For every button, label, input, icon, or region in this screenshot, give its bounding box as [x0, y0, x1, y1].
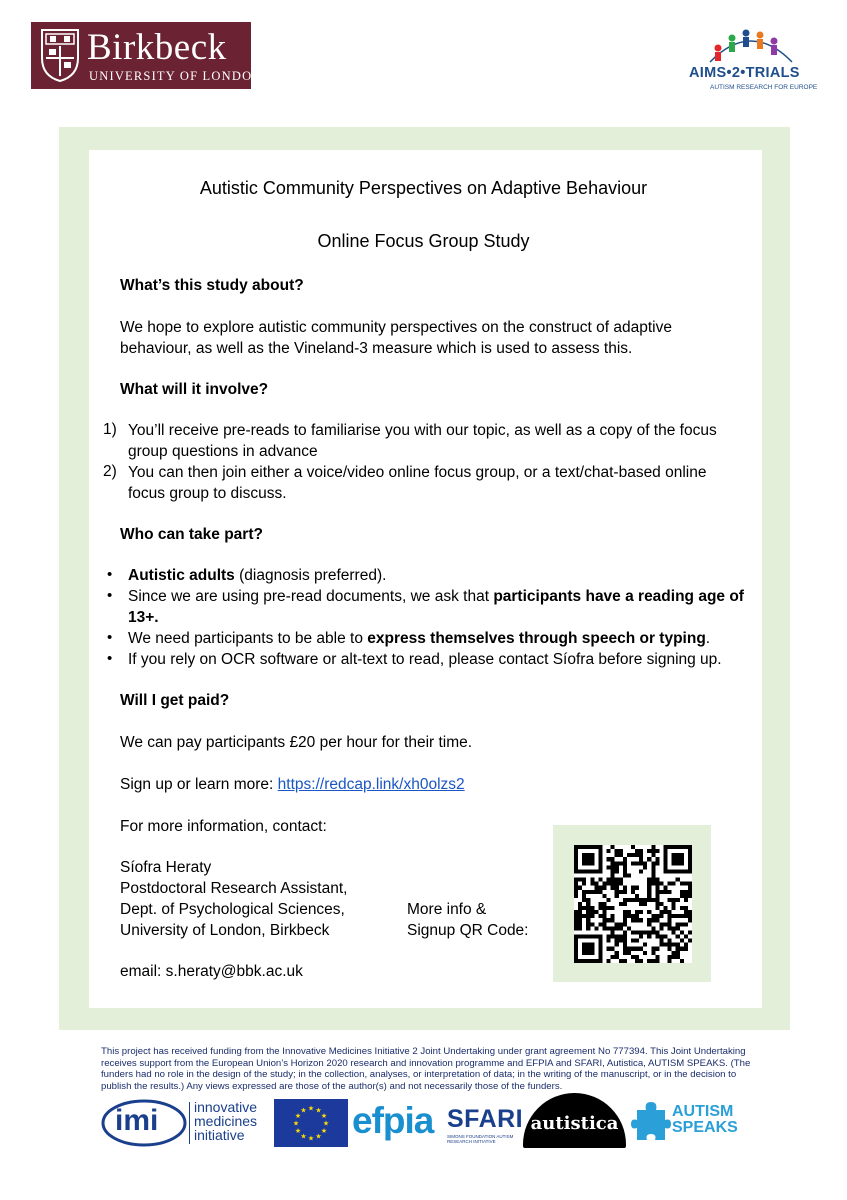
imi-long [194, 1100, 257, 1142]
svg-text:★: ★ [315, 1107, 322, 1115]
svg-text:★: ★ [322, 1120, 330, 1128]
qr-code-icon[interactable] [574, 845, 692, 963]
autism-speaks-name [672, 1104, 738, 1136]
aims-2-trials-logo [686, 26, 832, 92]
signup-line [120, 775, 465, 796]
contact-intro: For more information, contact: [120, 818, 327, 835]
birkbeck-name: Birkbeck [87, 27, 227, 68]
signup-link[interactable]: https://redcap.link/xh0olzs2 [277, 776, 465, 793]
who-bullet-3 [128, 629, 710, 650]
who-bullet-1-bold: Autistic adults [128, 567, 235, 584]
imi-logo [101, 1098, 267, 1148]
contact-name: Síofra Heraty [120, 859, 212, 876]
who-bullet-1-rest: (diagnosis preferred). [234, 567, 387, 584]
aims-name: AIMS•2•TRIALS [689, 65, 800, 81]
involve-item-1-line-1: You’ll receive pre-reads to familiarise you with our topic, as well as a copy of the focus [128, 422, 717, 439]
funding-statement: This project has received funding from the Innovative Medicines Initiative 2 Joint Undertaking under grant agreement No 777394. This Joint Undertaking receives support from the European Union’s Horizon 2020 research and innovation programme and EFPIA and SFARI, Autistica, AUTISM SPEAKS. (The funders had no role in the design of the study; in the collection, analyses, or interpretation of data; in the writing of the manuscript, or in the decision to publish the results.) Any views expressed are those of the author(s) and not necessarily those of the funders. [101, 1046, 751, 1092]
who-bullet-2 [128, 587, 744, 608]
poster-title: Autistic Community Perspectives on Adaptive Behaviour [199, 178, 648, 198]
efpia-logo: efpia [352, 1100, 434, 1141]
qr-label-line-1: More info & [407, 901, 487, 918]
svg-text:★: ★ [294, 1128, 302, 1135]
qr-label-line-2: Signup QR Code: [407, 922, 529, 939]
contact-role: Postdoctoral Research Assistant, [120, 880, 348, 897]
birkbeck-crest-icon [40, 28, 80, 83]
poster-subtitle: Online Focus Group Study [317, 231, 530, 251]
who-heading: Who can take part? [120, 526, 263, 543]
bullet-dot-icon: • [107, 650, 113, 667]
sfari-name: SFARI [447, 1105, 524, 1133]
svg-text:★: ★ [300, 1133, 307, 1141]
bullet-dot-icon: • [107, 629, 113, 646]
svg-text:★: ★ [307, 1135, 315, 1143]
contact-email[interactable]: email: s.heraty@bbk.ac.uk [120, 963, 303, 980]
autism-speaks-line-2: SPEAKS [672, 1119, 738, 1136]
svg-text:★: ★ [307, 1105, 315, 1113]
imi-long-line-3: initiative [194, 1127, 245, 1143]
involve-item-2-line-1: You can then join either a voice/video online focus group, or a text/chat-based online [128, 464, 707, 481]
bullet-dot-icon: • [107, 566, 113, 583]
about-line-2: behaviour, as well as the Vineland-3 measure which is used to assess this. [120, 340, 633, 357]
svg-text:★: ★ [320, 1113, 328, 1120]
involve-item-2-number: 2) [103, 463, 117, 480]
who-bullet-3-bold: express themselves through speech or typing [367, 630, 706, 647]
autistica-logo [523, 1093, 626, 1148]
eu-flag-icon [274, 1099, 348, 1147]
about-line-1: We hope to explore autistic community perspectives on the construct of adaptive [120, 319, 672, 336]
aims-tagline: AUTISM RESEARCH FOR EUROPE [710, 84, 818, 91]
svg-text:★: ★ [320, 1128, 328, 1135]
svg-text:★: ★ [294, 1113, 302, 1120]
imi-divider [189, 1102, 190, 1144]
who-bullet-1 [128, 566, 386, 587]
about-heading: What’s this study about? [120, 277, 304, 294]
imi-short: imi [115, 1104, 159, 1137]
imi-long-line-2: medicines [194, 1113, 258, 1129]
svg-text:★: ★ [300, 1107, 307, 1115]
birkbeck-subtitle: UNIVERSITY OF LONDON [89, 69, 263, 83]
qr-panel [553, 825, 711, 982]
autism-speaks-line-1: AUTISM [672, 1103, 734, 1120]
imi-long-line-1: innovative [194, 1099, 258, 1115]
autistica-name: autistica [530, 1113, 619, 1134]
sfari-sub: SIMONS FOUNDATION AUTISM RESEARCH INITIATIVE [447, 1134, 514, 1144]
who-bullet-4: If you rely on OCR software or alt-text to read, please contact Síofra before signing up. [128, 651, 722, 668]
who-bullet-2-line-2: 13+. [128, 609, 159, 626]
involve-heading: What will it involve? [120, 381, 269, 398]
who-bullet-2-pre: Since we are using pre-read documents, we ask that [128, 588, 494, 605]
paid-heading: Will I get paid? [120, 692, 230, 709]
svg-text:★: ★ [292, 1120, 300, 1128]
contact-institution: University of London, Birkbeck [120, 922, 330, 939]
involve-item-1-number: 1) [103, 421, 117, 438]
autism-speaks-logo [631, 1098, 746, 1146]
bullet-dot-icon: • [107, 587, 113, 604]
sfari-logo [447, 1105, 523, 1144]
birkbeck-logo [31, 22, 263, 89]
puzzle-piece-icon [631, 1100, 671, 1144]
people-chain-icon [706, 26, 796, 66]
involve-item-1-line-2: group questions in advance [128, 443, 318, 460]
svg-text:★: ★ [315, 1133, 322, 1141]
who-bullet-3-post: . [705, 630, 711, 647]
involve-item-2-line-2: focus group to discuss. [128, 485, 287, 502]
contact-dept: Dept. of Psychological Sciences, [120, 901, 345, 918]
who-bullet-3-pre: We need participants to be able to [128, 630, 368, 647]
signup-label: Sign up or learn more: [120, 776, 278, 793]
who-bullet-2-bold: participants have a reading age of [493, 588, 744, 605]
paid-text: We can pay participants £20 per hour for their time. [120, 734, 473, 751]
